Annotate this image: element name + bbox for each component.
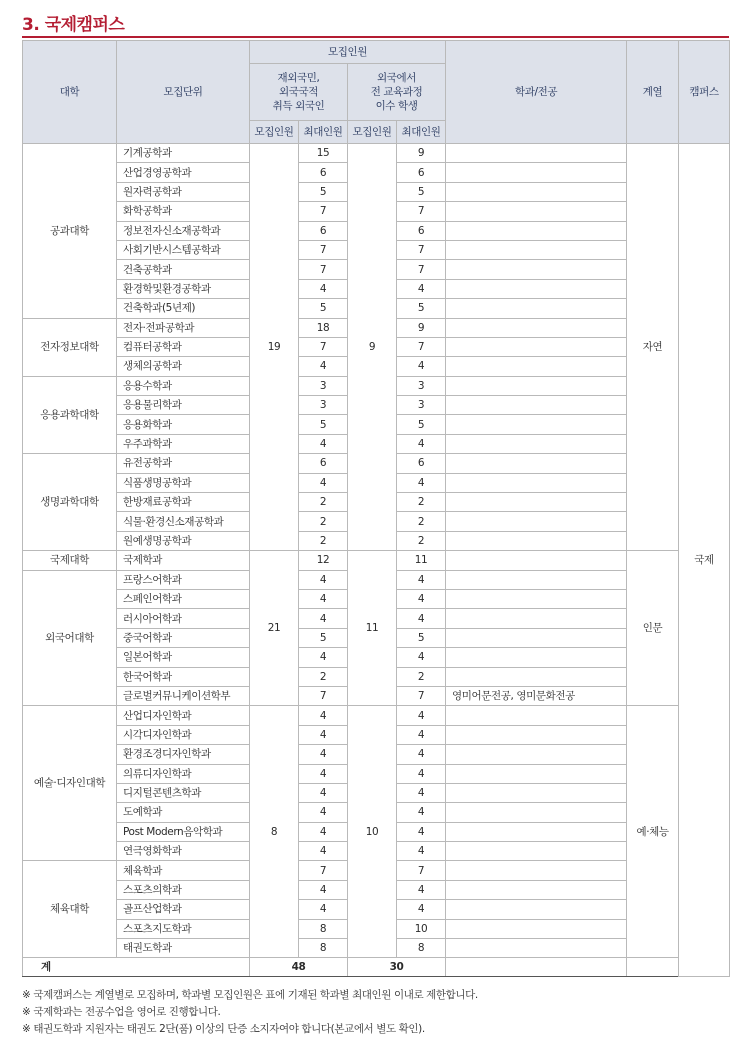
major-cell	[446, 434, 627, 453]
header-group-overseas-nationals: 재외국민, 외국국적 취득 외국인	[250, 64, 348, 121]
total-empty	[627, 958, 679, 977]
max-cell: 15	[299, 144, 348, 163]
major-cell	[446, 745, 627, 764]
major-cell	[446, 376, 627, 395]
max-cell: 2	[299, 667, 348, 686]
max-cell: 4	[299, 648, 348, 667]
max-cell: 10	[397, 919, 446, 938]
max-cell: 7	[299, 260, 348, 279]
max-cell: 8	[299, 939, 348, 958]
major-cell	[446, 182, 627, 201]
max-cell: 4	[397, 648, 446, 667]
max-cell: 4	[397, 783, 446, 802]
unit-cell: 스포츠지도학과	[117, 919, 250, 938]
max-cell: 5	[397, 299, 446, 318]
college-cell: 외국어대학	[23, 570, 117, 706]
college-cell: 생명과학대학	[23, 454, 117, 551]
unit-cell: 한방재료공학과	[117, 493, 250, 512]
major-cell	[446, 299, 627, 318]
max-cell: 4	[397, 900, 446, 919]
unit-cell: 정보전자신소재공학과	[117, 221, 250, 240]
max-cell: 6	[397, 163, 446, 182]
header-sub-max: 최대인원	[299, 121, 348, 144]
max-cell: 2	[299, 531, 348, 550]
major-cell	[446, 531, 627, 550]
unit-cell: 건축공학과	[117, 260, 250, 279]
max-cell: 18	[299, 318, 348, 337]
max-cell: 5	[299, 182, 348, 201]
college-cell: 전자정보대학	[23, 318, 117, 376]
max-cell: 4	[299, 434, 348, 453]
max-cell: 4	[299, 473, 348, 492]
unit-cell: 화학공학과	[117, 202, 250, 221]
max-cell: 2	[397, 512, 446, 531]
major-cell	[446, 493, 627, 512]
total-recruit-2: 30	[348, 958, 446, 977]
header-unit: 모집단위	[117, 41, 250, 144]
major-cell	[446, 163, 627, 182]
table-row	[23, 706, 730, 725]
page-title: 3. 국제캠퍼스	[22, 15, 125, 35]
max-cell: 4	[299, 570, 348, 589]
max-cell: 4	[299, 842, 348, 861]
unit-cell: 러시아어학과	[117, 609, 250, 628]
major-cell	[446, 260, 627, 279]
max-cell: 4	[299, 900, 348, 919]
max-cell: 8	[397, 939, 446, 958]
unit-cell: 글로벌커뮤니케이션학부	[117, 686, 250, 705]
header-campus: 캠퍼스	[679, 41, 730, 144]
group-recruit-cell: 9	[348, 144, 397, 551]
table-header	[23, 41, 730, 144]
header-major: 학과/전공	[446, 41, 627, 144]
max-cell: 4	[397, 725, 446, 744]
total-empty	[446, 958, 627, 977]
max-cell: 5	[397, 628, 446, 647]
max-cell: 8	[299, 919, 348, 938]
max-cell: 4	[397, 357, 446, 376]
college-cell: 예술·디자인대학	[23, 706, 117, 861]
max-cell: 4	[299, 357, 348, 376]
major-cell	[446, 803, 627, 822]
unit-cell: 일본어학과	[117, 648, 250, 667]
max-cell: 4	[397, 279, 446, 298]
max-cell: 4	[397, 609, 446, 628]
max-cell: 2	[397, 667, 446, 686]
max-cell: 7	[299, 337, 348, 356]
unit-cell: 골프산업학과	[117, 900, 250, 919]
header-sub-recruit: 모집인원	[348, 121, 397, 144]
max-cell: 6	[397, 221, 446, 240]
unit-cell: 산업디자인학과	[117, 706, 250, 725]
major-cell	[446, 764, 627, 783]
table-row	[23, 144, 730, 163]
major-cell	[446, 842, 627, 861]
max-cell: 7	[397, 202, 446, 221]
max-cell: 4	[397, 803, 446, 822]
max-cell: 7	[397, 861, 446, 880]
max-cell: 4	[299, 764, 348, 783]
unit-cell: Post Modern음악학과	[117, 822, 250, 841]
max-cell: 6	[299, 454, 348, 473]
max-cell: 11	[397, 551, 446, 570]
max-cell: 6	[397, 454, 446, 473]
max-cell: 6	[299, 221, 348, 240]
college-cell: 공과대학	[23, 144, 117, 319]
max-cell: 5	[397, 415, 446, 434]
campus-cell: 국제	[679, 144, 730, 977]
max-cell: 2	[299, 512, 348, 531]
max-cell: 7	[397, 240, 446, 259]
max-cell: 3	[397, 376, 446, 395]
unit-cell: 원자력공학과	[117, 182, 250, 201]
unit-cell: 건축학과(5년제)	[117, 299, 250, 318]
header-recruit: 모집인원	[250, 41, 446, 64]
unit-cell: 스포츠의학과	[117, 880, 250, 899]
major-cell	[446, 725, 627, 744]
max-cell: 6	[299, 163, 348, 182]
max-cell: 5	[299, 628, 348, 647]
major-cell	[446, 337, 627, 356]
unit-cell: 식품생명공학과	[117, 473, 250, 492]
max-cell: 4	[397, 589, 446, 608]
max-cell: 9	[397, 144, 446, 163]
max-cell: 4	[299, 745, 348, 764]
max-cell: 4	[299, 706, 348, 725]
major-cell	[446, 628, 627, 647]
note-line: ※ 국제캠퍼스는 계열별로 모집하며, 학과별 모집인원은 표에 기재된 학과별 최대인원 이내로 제한합니다.	[22, 989, 478, 1001]
max-cell: 4	[299, 589, 348, 608]
max-cell: 7	[299, 686, 348, 705]
major-cell	[446, 706, 627, 725]
header-sub-recruit: 모집인원	[250, 121, 299, 144]
max-cell: 7	[299, 240, 348, 259]
max-cell: 4	[397, 570, 446, 589]
max-cell: 4	[299, 783, 348, 802]
unit-cell: 기계공학과	[117, 144, 250, 163]
major-cell	[446, 667, 627, 686]
max-cell: 7	[397, 337, 446, 356]
total-recruit-1: 48	[250, 958, 348, 977]
unit-cell: 우주과학과	[117, 434, 250, 453]
field-cell: 예·체능	[627, 706, 679, 958]
college-cell: 체육대학	[23, 861, 117, 958]
unit-cell: 환경학및환경공학과	[117, 279, 250, 298]
unit-cell: 프랑스어학과	[117, 570, 250, 589]
table-row	[23, 551, 730, 570]
max-cell: 7	[397, 260, 446, 279]
major-cell	[446, 919, 627, 938]
max-cell: 4	[299, 880, 348, 899]
major-cell	[446, 396, 627, 415]
major-cell	[446, 551, 627, 570]
major-cell	[446, 609, 627, 628]
major-cell	[446, 144, 627, 163]
unit-cell: 시각디자인학과	[117, 725, 250, 744]
major-cell	[446, 939, 627, 958]
group-recruit-cell: 21	[250, 551, 299, 706]
max-cell: 4	[397, 842, 446, 861]
header-group-foreign-education: 외국에서 전 교육과정 이수 학생	[348, 64, 446, 121]
header-college: 대학	[23, 41, 117, 144]
unit-cell: 응용화학과	[117, 415, 250, 434]
major-cell	[446, 357, 627, 376]
college-cell: 응용과학대학	[23, 376, 117, 454]
unit-cell: 전자·전파공학과	[117, 318, 250, 337]
max-cell: 4	[397, 473, 446, 492]
major-cell	[446, 880, 627, 899]
max-cell: 2	[299, 493, 348, 512]
unit-cell: 한국어학과	[117, 667, 250, 686]
major-cell	[446, 415, 627, 434]
max-cell: 4	[299, 822, 348, 841]
max-cell: 4	[397, 764, 446, 783]
max-cell: 4	[397, 822, 446, 841]
note-line: ※ 태권도학과 지원자는 태권도 2단(품) 이상의 단증 소지자여야 합니다(본교에서 별도 확인).	[22, 1023, 425, 1035]
max-cell: 3	[397, 396, 446, 415]
unit-cell: 원예생명공학과	[117, 531, 250, 550]
admission-table	[22, 40, 730, 977]
field-cell: 인문	[627, 551, 679, 706]
major-cell	[446, 454, 627, 473]
unit-cell: 체육학과	[117, 861, 250, 880]
unit-cell: 컴퓨터공학과	[117, 337, 250, 356]
group-recruit-cell: 19	[250, 144, 299, 551]
field-cell: 자연	[627, 144, 679, 551]
major-cell	[446, 589, 627, 608]
max-cell: 4	[397, 880, 446, 899]
total-row	[23, 958, 730, 977]
unit-cell: 중국어학과	[117, 628, 250, 647]
unit-cell: 국제학과	[117, 551, 250, 570]
major-cell: 영미어문전공, 영미문화전공	[446, 686, 627, 705]
major-cell	[446, 240, 627, 259]
max-cell: 4	[299, 725, 348, 744]
group-recruit-cell: 8	[250, 706, 299, 958]
max-cell: 4	[299, 609, 348, 628]
max-cell: 2	[397, 531, 446, 550]
max-cell: 5	[299, 415, 348, 434]
unit-cell: 유전공학과	[117, 454, 250, 473]
max-cell: 5	[397, 182, 446, 201]
header-field: 계열	[627, 41, 679, 144]
max-cell: 7	[299, 202, 348, 221]
unit-cell: 응용수학과	[117, 376, 250, 395]
group-recruit-cell: 10	[348, 706, 397, 958]
major-cell	[446, 318, 627, 337]
unit-cell: 산업경영공학과	[117, 163, 250, 182]
max-cell: 4	[397, 745, 446, 764]
college-cell: 국제대학	[23, 551, 117, 570]
title-rule	[22, 36, 729, 38]
max-cell: 4	[299, 803, 348, 822]
total-label: 계	[23, 958, 250, 977]
table-body	[23, 144, 730, 977]
unit-cell: 디지털콘텐츠학과	[117, 783, 250, 802]
notes	[22, 987, 729, 1038]
max-cell: 4	[397, 434, 446, 453]
note-line: ※ 국제학과는 전공수업을 영어로 진행합니다.	[22, 1006, 221, 1018]
unit-cell: 태권도학과	[117, 939, 250, 958]
major-cell	[446, 570, 627, 589]
major-cell	[446, 861, 627, 880]
unit-cell: 생체의공학과	[117, 357, 250, 376]
unit-cell: 사회기반시스템공학과	[117, 240, 250, 259]
unit-cell: 식물·환경신소재공학과	[117, 512, 250, 531]
major-cell	[446, 900, 627, 919]
unit-cell: 의류디자인학과	[117, 764, 250, 783]
major-cell	[446, 648, 627, 667]
major-cell	[446, 822, 627, 841]
max-cell: 4	[299, 279, 348, 298]
unit-cell: 스페인어학과	[117, 589, 250, 608]
unit-cell: 도예학과	[117, 803, 250, 822]
major-cell	[446, 202, 627, 221]
max-cell: 2	[397, 493, 446, 512]
max-cell: 3	[299, 396, 348, 415]
major-cell	[446, 221, 627, 240]
max-cell: 3	[299, 376, 348, 395]
major-cell	[446, 473, 627, 492]
max-cell: 7	[299, 861, 348, 880]
unit-cell: 환경조경디자인학과	[117, 745, 250, 764]
max-cell: 4	[397, 706, 446, 725]
unit-cell: 연극영화학과	[117, 842, 250, 861]
max-cell: 7	[397, 686, 446, 705]
max-cell: 9	[397, 318, 446, 337]
unit-cell: 응용물리학과	[117, 396, 250, 415]
major-cell	[446, 279, 627, 298]
header-sub-max: 최대인원	[397, 121, 446, 144]
max-cell: 5	[299, 299, 348, 318]
major-cell	[446, 783, 627, 802]
group-recruit-cell: 11	[348, 551, 397, 706]
max-cell: 12	[299, 551, 348, 570]
major-cell	[446, 512, 627, 531]
